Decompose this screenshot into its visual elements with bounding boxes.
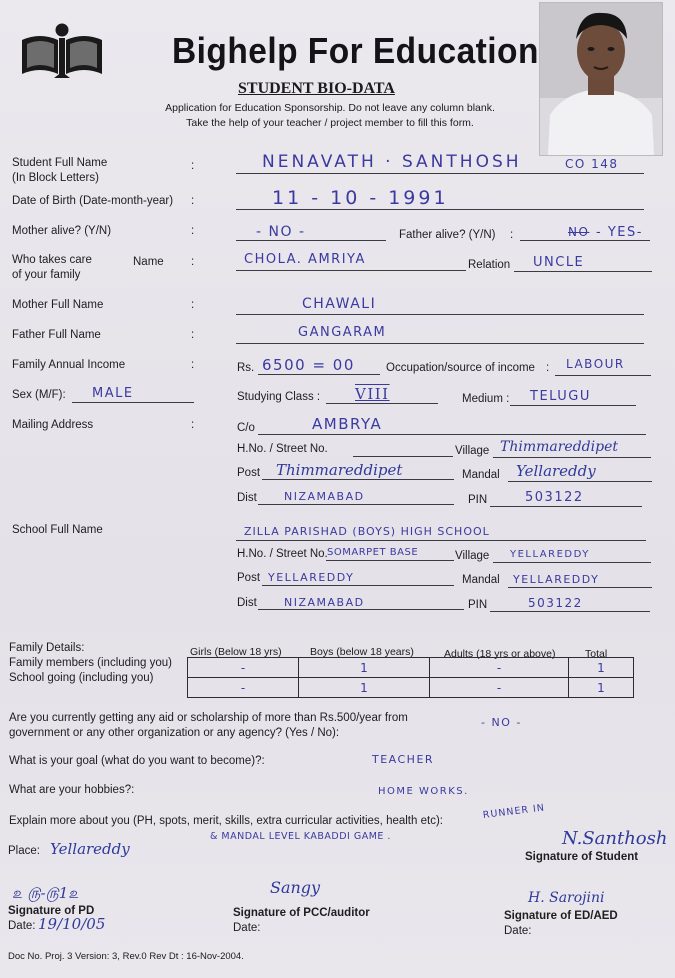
- table-cell[interactable]: -: [188, 658, 299, 678]
- father-alive-label: Father alive? (Y/N): [399, 229, 496, 241]
- school-village-line: [493, 562, 651, 563]
- school-hno-line: [326, 560, 454, 561]
- mailing-hno-line: [353, 456, 453, 457]
- instruction-line-1: Application for Education Sponsorship. Do not leave any column blank.: [165, 102, 495, 114]
- colon: :: [191, 419, 195, 431]
- mother-alive-label: Mother alive? (Y/N): [12, 225, 112, 237]
- family-row-label-2: School going (including you): [9, 672, 154, 684]
- school-hno-label: H.No. / Street No.: [237, 548, 328, 560]
- caretaker-label: Who takes care: [12, 254, 92, 266]
- father-alive-struck: NO: [568, 225, 590, 239]
- pd-date-label: Date:: [8, 920, 36, 932]
- medium-line: [510, 405, 636, 406]
- co-value[interactable]: AMBRYA: [312, 415, 383, 433]
- co-label: C/o: [237, 422, 255, 434]
- family-header-girls: Girls (Below 18 yrs): [190, 646, 282, 658]
- mailing-mandal-value[interactable]: Yellareddy: [516, 462, 596, 480]
- relation-label: Relation: [468, 259, 511, 271]
- goal-answer[interactable]: TEACHER: [372, 753, 435, 766]
- mother-name-label: Mother Full Name: [12, 299, 104, 311]
- school-dist-value[interactable]: NIZAMABAD: [284, 596, 365, 609]
- colon: :: [191, 195, 195, 207]
- pcc-signature: Sangy: [270, 878, 321, 897]
- father-alive-value[interactable]: - YES-: [596, 225, 643, 240]
- caretaker-label-2: of your family: [12, 269, 81, 281]
- mother-alive-line: [236, 240, 386, 241]
- school-dist-label: Dist: [237, 597, 257, 609]
- school-village-value[interactable]: YELLAREDDY: [510, 549, 590, 560]
- caretaker-line: [236, 270, 466, 271]
- ed-signature-label: Signature of ED/AED: [504, 910, 618, 922]
- student-name-value[interactable]: NENAVATH · SANTHOSH: [262, 152, 522, 172]
- relation-value[interactable]: UNCLE: [533, 255, 585, 270]
- table-cell[interactable]: -: [188, 678, 299, 698]
- school-post-line: [262, 585, 454, 586]
- father-name-value[interactable]: GANGARAM: [298, 325, 387, 340]
- school-value[interactable]: ZILLA PARISHAD (BOYS) HIGH SCHOOL: [244, 525, 490, 538]
- ed-signature: H. Sarojini: [528, 890, 605, 906]
- org-title: Bighelp For Education: [172, 30, 539, 71]
- hobbies-question: What are your hobbies?:: [9, 784, 135, 796]
- mailing-village-line: [493, 457, 651, 458]
- dob-line: [236, 209, 644, 210]
- pd-date-value[interactable]: 19/10/05: [38, 915, 106, 933]
- medium-value[interactable]: TELUGU: [530, 389, 591, 404]
- mailing-pin-line: [490, 506, 642, 507]
- sex-label: Sex (M/F):: [12, 389, 66, 401]
- mailing-post-line: [262, 479, 454, 480]
- caretaker-name-value[interactable]: CHOLA. AMRIYA: [244, 252, 366, 267]
- student-name-sublabel: (In Block Letters): [12, 172, 99, 184]
- mother-alive-value[interactable]: - NO -: [256, 224, 306, 240]
- colon: :: [191, 160, 195, 172]
- mailing-dist-label: Dist: [237, 492, 257, 504]
- school-mandal-label: Mandal: [462, 574, 500, 586]
- table-cell[interactable]: -: [430, 658, 569, 678]
- family-details-label: Family Details:: [9, 642, 85, 654]
- student-name-line: [236, 173, 644, 174]
- mailing-village-label: Village: [455, 445, 490, 457]
- father-alive-line: [520, 240, 650, 241]
- father-name-line: [236, 343, 644, 344]
- table-row: [188, 658, 634, 678]
- school-post-value[interactable]: YELLAREDDY: [268, 571, 355, 584]
- school-line: [236, 540, 646, 541]
- dob-label: Date of Birth (Date-month-year): [12, 195, 174, 207]
- school-label: School Full Name: [12, 524, 103, 536]
- table-row: [188, 678, 634, 698]
- mailing-mandal-line: [508, 481, 652, 482]
- sex-line: [72, 402, 194, 403]
- colon: :: [546, 362, 550, 374]
- school-pin-value[interactable]: 503122: [528, 596, 583, 610]
- colon: :: [510, 229, 514, 241]
- instruction-line-2: Take the help of your teacher / project member to fill this form.: [186, 117, 474, 129]
- bighelp-logo: [18, 22, 106, 82]
- explain-question: Explain more about you (PH, spots, merit, skills, extra curricular activities, health etc):: [9, 815, 443, 827]
- colon: :: [191, 329, 195, 341]
- hobbies-answer[interactable]: HOME WORKS.: [378, 786, 469, 797]
- mailing-pin-value[interactable]: 503122: [525, 490, 584, 505]
- relation-line: [514, 271, 652, 272]
- class-label: Studying Class :: [237, 391, 321, 403]
- family-header-total: Total: [585, 648, 608, 660]
- pcc-signature-label: Signature of PCC/auditor: [233, 907, 370, 919]
- aid-question-2: government or any other organization or any agency? (Yes / No):: [9, 727, 340, 739]
- mailing-village-value[interactable]: Thimmareddipet: [500, 439, 618, 455]
- table-cell[interactable]: 1: [299, 678, 430, 698]
- income-line: [258, 374, 380, 375]
- caretaker-name-label: Name: [133, 256, 164, 268]
- explain-answer-1[interactable]: RUNNER IN: [482, 802, 546, 821]
- class-line: [326, 403, 438, 404]
- occupation-label: Occupation/source of income: [386, 362, 535, 374]
- mailing-post-value[interactable]: Thimmareddipet: [276, 461, 403, 479]
- aid-answer[interactable]: - NO -: [481, 716, 522, 729]
- school-post-label: Post: [237, 572, 261, 584]
- dob-value[interactable]: 11 - 10 - 1991: [272, 187, 449, 209]
- school-pin-line: [490, 611, 650, 612]
- income-value[interactable]: 6500 = 00: [262, 356, 355, 374]
- colon: :: [191, 359, 195, 371]
- goal-question: What is your goal (what do you want to become)?:: [9, 755, 265, 767]
- explain-answer-2[interactable]: & MANDAL LEVEL KABADDI GAME .: [210, 831, 391, 842]
- table-cell[interactable]: 1: [569, 658, 634, 678]
- student-name-label: Student Full Name: [12, 157, 108, 169]
- student-photo: [539, 2, 663, 156]
- co-line: [258, 434, 646, 435]
- family-header-boys: Boys (below 18 years): [310, 646, 414, 658]
- medium-label: Medium :: [462, 393, 510, 405]
- mailing-label: Mailing Address: [12, 419, 94, 431]
- income-label: Family Annual Income: [12, 359, 126, 371]
- family-header-adults: Adults (18 yrs or above): [444, 648, 556, 660]
- student-signature: N.Santhosh: [562, 828, 668, 849]
- table-cell[interactable]: 1: [299, 658, 430, 678]
- aid-question-1: Are you currently getting any aid or scholarship of more than Rs.500/year from: [9, 712, 408, 724]
- mailing-mandal-label: Mandal: [462, 469, 500, 481]
- family-table: [187, 657, 634, 698]
- colon: :: [191, 225, 195, 237]
- mailing-post-label: Post: [237, 467, 261, 479]
- mailing-dist-value[interactable]: NIZAMABAD: [284, 490, 365, 503]
- school-mandal-line: [508, 587, 652, 588]
- occupation-value[interactable]: LABOUR: [566, 357, 625, 371]
- sex-value[interactable]: MALE: [92, 386, 134, 401]
- mailing-hno-label: H.No. / Street No.: [237, 443, 328, 455]
- mother-name-value[interactable]: CHAWALI: [302, 296, 377, 312]
- student-code: CO 148: [565, 157, 619, 171]
- document-footer: Doc No. Proj. 3 Version: 3, Rev.0 Rev Dt : 16-Nov-2004.: [8, 951, 244, 962]
- table-cell[interactable]: 1: [569, 678, 634, 698]
- mailing-dist-line: [258, 504, 454, 505]
- school-village-label: Village: [455, 550, 490, 562]
- family-row-label-1: Family members (including you): [9, 657, 172, 669]
- mailing-pin-label: PIN: [468, 494, 488, 506]
- student-signature-label: Signature of Student: [525, 851, 639, 863]
- school-dist-line: [258, 609, 464, 610]
- father-name-label: Father Full Name: [12, 329, 101, 341]
- class-value[interactable]: VIII: [355, 385, 390, 403]
- pd-signature-label: Signature of PD: [8, 905, 95, 917]
- place-label: Place:: [8, 845, 40, 857]
- table-cell[interactable]: -: [430, 678, 569, 698]
- school-mandal-value[interactable]: YELLAREDDY: [513, 573, 600, 586]
- place-value[interactable]: Yellareddy: [50, 840, 130, 858]
- school-pin-label: PIN: [468, 599, 488, 611]
- form-title: STUDENT BIO-DATA: [238, 80, 395, 97]
- income-prefix: Rs.: [237, 362, 255, 374]
- pcc-date-label: Date:: [233, 922, 261, 934]
- school-hno-value[interactable]: SOMARPET BASE: [327, 547, 419, 558]
- mother-name-line: [236, 314, 644, 315]
- pd-signature: ௨ ௫-௫1௨: [12, 884, 79, 902]
- occupation-line: [555, 375, 651, 376]
- ed-date-label: Date:: [504, 925, 532, 937]
- colon: :: [191, 256, 195, 268]
- colon: :: [191, 299, 195, 311]
